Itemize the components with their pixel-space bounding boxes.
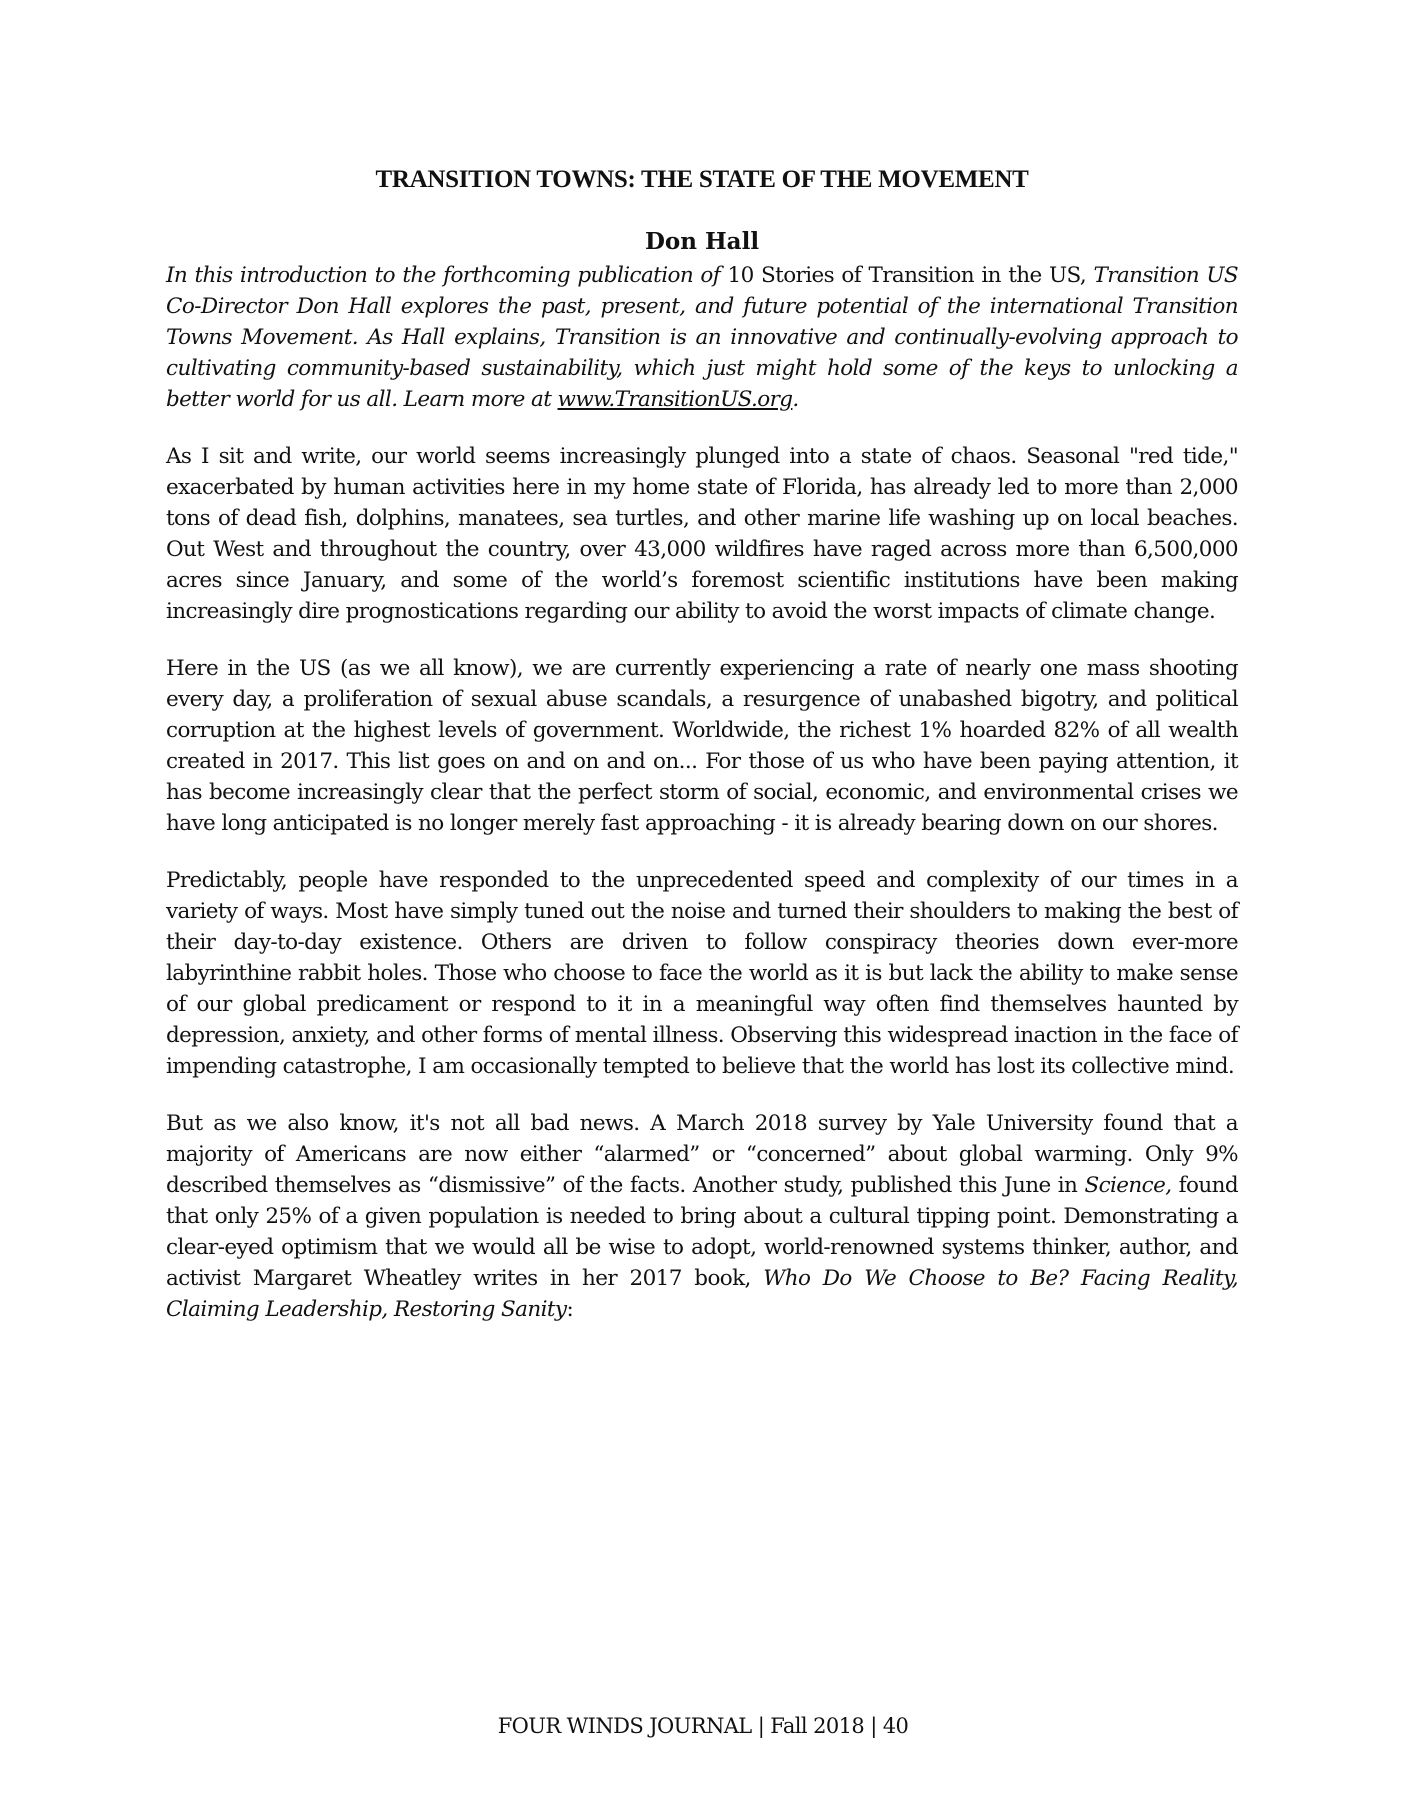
book-title: Who Do We Choose to Be? Facing Reality, Claiming Leadership, Restoring Sanity — [166, 1266, 1238, 1322]
footer-page-number: 40 — [882, 1714, 909, 1738]
intro-paragraph — [166, 260, 1238, 415]
article-body — [166, 260, 1238, 1351]
footer-separator-1: | — [751, 1714, 771, 1738]
footer-journal: FOUR WINDS JOURNAL — [497, 1714, 752, 1738]
transitionus-link[interactable]: www.TransitionUS.org — [557, 387, 793, 412]
body-paragraph-1: As I sit and write, our world seems increasingly plunged into a state of chaos. Seasonal "red tide," exacerbated by human activities here in my home state of Florida, has already led to more than 2,000 tons of dead fish, dolphins, manatees, sea turtles, and other marine life washing up on local beaches. Out West and throughout the country, over 43,000 wildfires have raged across more than 6,500,000 acres since January, and some of the world’s foremost scientific institutions have been making increasingly dire prognostications regarding our ability to avoid the worst impacts of climate change. — [166, 444, 1238, 624]
intro-text-1: In this introduction to the forthcoming publication of — [166, 263, 728, 288]
footer-issue: Fall 2018 — [770, 1714, 865, 1738]
body-paragraph-2: Here in the US (as we all know), we are currently experiencing a rate of nearly one mass shooting every day, a proliferation of sexual abuse scandals, a resurgence of unabashed bigotry, and political corruption at the highest levels of government. Worldwide, the richest 1% hoarded 82% of all wealth created in 2017. This list goes on and on and on... For those of us who have been paying attention, it has become increasingly clear that the perfect storm of social, economic, and environmental crises we have long anticipated is no longer merely fast approaching - it is already bearing down on our shores. — [166, 656, 1238, 836]
para4-text-1: But as we also know, it's not all bad news. A March 2018 survey by Yale University found that a majority of Americans are now either “alarmed” or “concerned” about global warming. Only 9% described themselves as “dismissive” of the facts. Another study, published this June in — [166, 1111, 1238, 1198]
article-author: Don Hall — [644, 228, 760, 255]
intro-book-title: 10 Stories of Transition in the US, — [727, 263, 1087, 288]
para4-text-2: found that only 25% of a given population is needed to bring about a cultural tipping point. Demonstrating a clear-eyed optimism that we would all be wise to adopt, world-renowned systems thinker, author, and activist Margaret Wheatley writes in her 2017 book, — [166, 1173, 1239, 1291]
intro-text-2: Transition US Co-Director Don Hall explores the past, present, and future potential of the international Transition Towns Movement. As Hall explains, Transition is an innovative and continually-evolving approach to cultivating community-based sustainability, which just might hold some of the keys to unlocking a better world for us all. Learn more at — [166, 263, 1238, 412]
para4-text-3: : — [566, 1297, 574, 1322]
page-footer — [0, 1714, 1406, 1738]
article-title: TRANSITION TOWNS: THE STATE OF THE MOVEMENT — [375, 166, 1029, 193]
intro-text-3: . — [792, 387, 799, 412]
footer-separator-2: | — [864, 1714, 883, 1738]
journal-name: Science, — [1084, 1173, 1172, 1198]
body-paragraph-3: Predictably, people have responded to the unprecedented speed and complexity of our times in a variety of ways. Most have simply tuned out the noise and turned their shoulders to making the best of their day-to-day existence. Others are driven to follow conspiracy theories down ever-more labyrinthine rabbit holes. Those who choose to face the world as it is but lack the ability to make sense of our global predicament or respond to it in a meaningful way often find themselves haunted by depression, anxiety, and other forms of mental illness. Observing this widespread inaction in the face of impending catastrophe, I am occasionally tempted to believe that the world has lost its collective mind. — [166, 868, 1238, 1079]
body-paragraph-4 — [166, 1108, 1238, 1325]
